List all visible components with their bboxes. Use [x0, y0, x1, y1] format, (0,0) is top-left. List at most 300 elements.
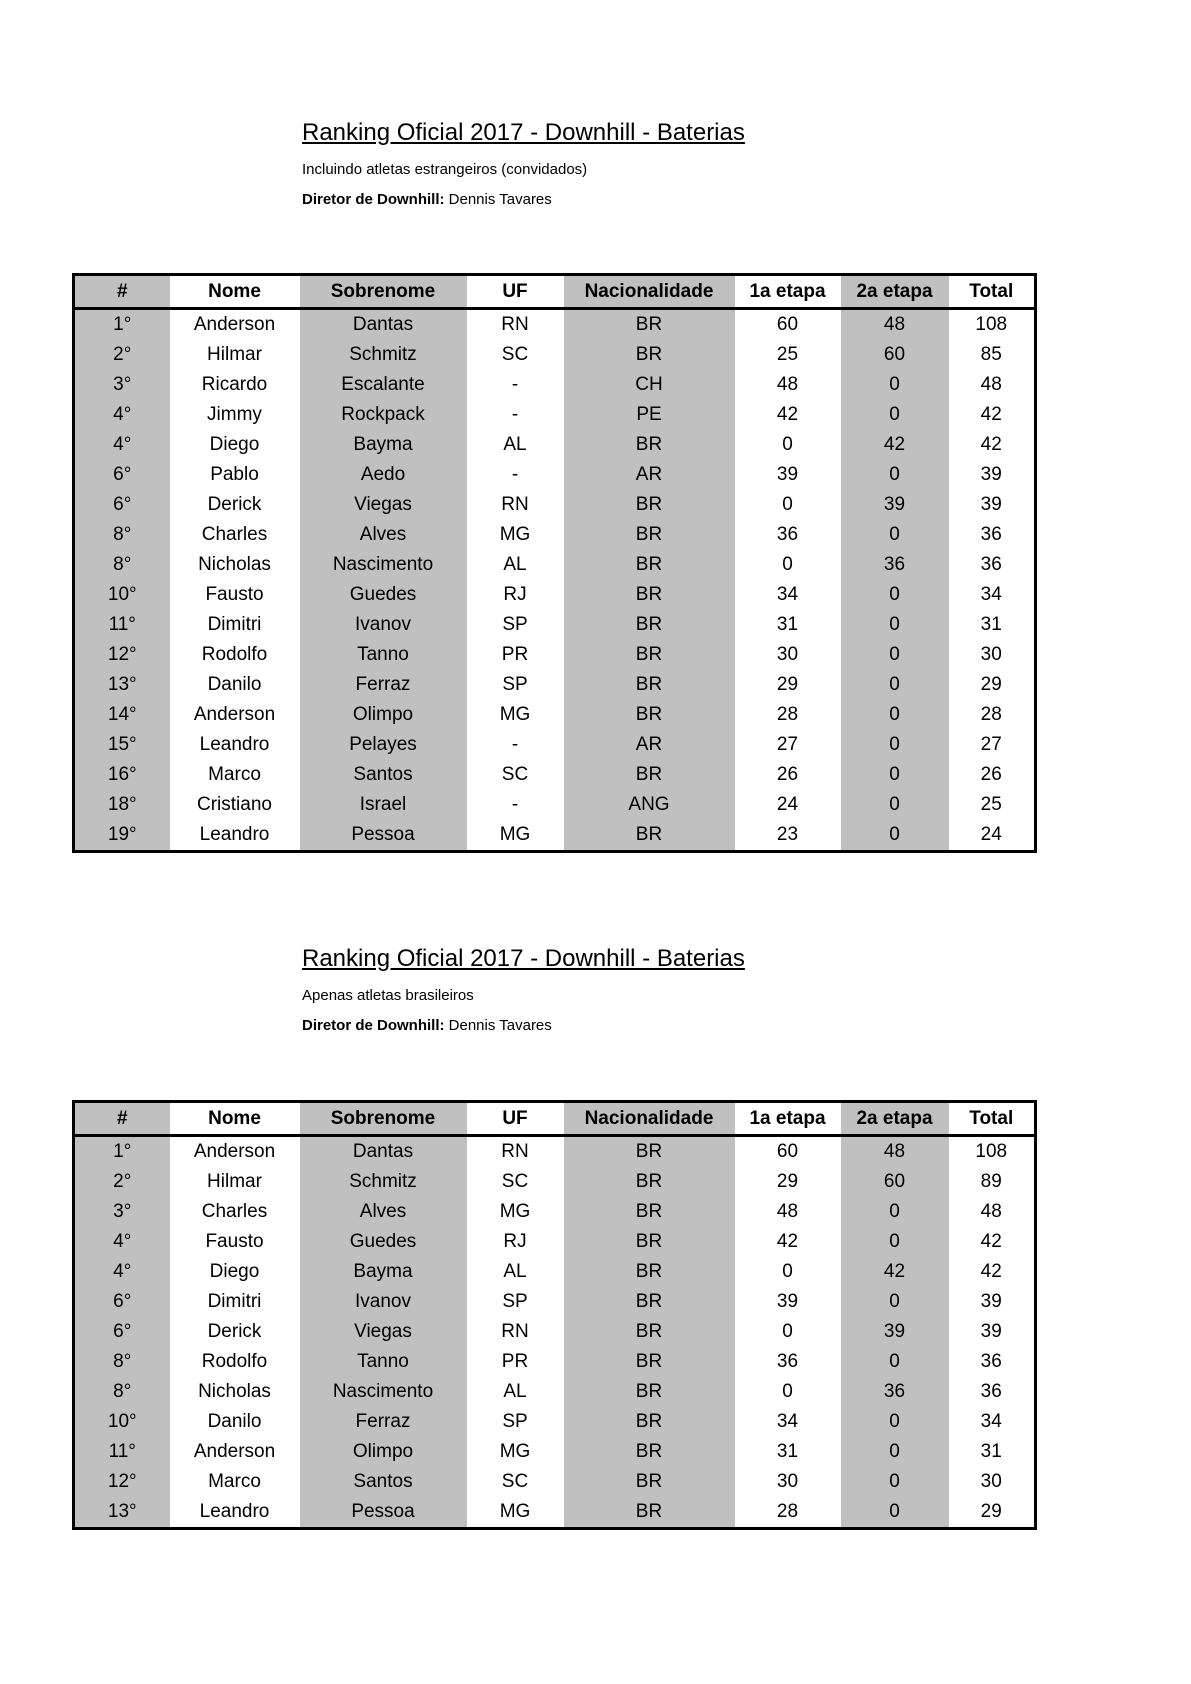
total-cell: 85: [980, 344, 1002, 365]
rank-cell: 4°: [74, 1257, 170, 1287]
total-cell: 39: [980, 464, 1002, 485]
stage1-cell: 39: [776, 1291, 799, 1312]
stage1-cell: 60: [776, 1141, 799, 1162]
last-name-cell: Santos: [300, 1467, 467, 1497]
first-name-cell: Anderson: [193, 1441, 276, 1462]
total-cell: 34: [980, 584, 1002, 605]
stage2-cell: 0: [841, 520, 949, 550]
last-name-cell: Pessoa: [300, 1497, 467, 1529]
director-line: [302, 1016, 552, 1036]
rank-cell: 10°: [74, 1407, 170, 1437]
total-cell: 30: [980, 1471, 1002, 1492]
total-cell: 36: [980, 554, 1002, 575]
stage1-cell: 48: [776, 1201, 799, 1222]
rank-cell: 6°: [74, 1287, 170, 1317]
nationality-cell: ANG: [564, 790, 735, 820]
state-cell: -: [511, 374, 519, 395]
nationality-cell: PE: [564, 400, 735, 430]
total-cell: 89: [980, 1171, 1002, 1192]
state-cell: SC: [501, 1171, 529, 1192]
stage2-cell: 0: [841, 580, 949, 610]
state-cell: SP: [502, 1291, 528, 1312]
total-cell: 29: [980, 1501, 1002, 1522]
first-name-cell: Anderson: [193, 704, 276, 725]
last-name-cell: Pessoa: [300, 820, 467, 852]
first-name-cell: Danilo: [207, 674, 262, 695]
column-header: 1a etapa: [749, 280, 826, 302]
rank-cell: 12°: [74, 1467, 170, 1497]
rank-cell: 6°: [74, 460, 170, 490]
table-row: [74, 700, 1036, 730]
state-cell: AL: [503, 434, 527, 455]
first-name-cell: Dimitri: [207, 1291, 262, 1312]
stage1-cell: 28: [776, 1501, 799, 1522]
last-name-cell: Pelayes: [300, 730, 467, 760]
table-row: [74, 1467, 1036, 1497]
table-row: [74, 1497, 1036, 1529]
table-row: [74, 610, 1036, 640]
last-name-cell: Olimpo: [300, 700, 467, 730]
nationality-cell: BR: [564, 1377, 735, 1407]
column-header: #: [74, 275, 170, 309]
stage1-cell: 24: [776, 794, 799, 815]
state-cell: MG: [499, 1201, 531, 1222]
rank-cell: 19°: [74, 820, 170, 852]
nationality-cell: BR: [564, 610, 735, 640]
director-line: [302, 190, 552, 210]
last-name-cell: Alves: [300, 1197, 467, 1227]
last-name-cell: Alves: [300, 520, 467, 550]
nationality-cell: BR: [564, 580, 735, 610]
stage1-cell: 31: [776, 1441, 799, 1462]
director-name: Dennis Tavares: [444, 191, 552, 208]
stage1-cell: 0: [782, 1261, 793, 1282]
total-cell: 36: [980, 524, 1002, 545]
header-row: [74, 275, 1036, 309]
last-name-cell: Ferraz: [300, 1407, 467, 1437]
state-cell: MG: [499, 1441, 531, 1462]
rank-cell: 8°: [74, 520, 170, 550]
first-name-cell: Leandro: [199, 824, 270, 845]
state-cell: SC: [501, 764, 529, 785]
nationality-cell: BR: [564, 820, 735, 852]
page-title: Ranking Oficial 2017 - Downhill - Baterias: [302, 945, 745, 972]
last-name-cell: Escalante: [300, 370, 467, 400]
total-cell: 36: [980, 1351, 1002, 1372]
table-row: [74, 520, 1036, 550]
nationality-cell: BR: [564, 640, 735, 670]
state-cell: RJ: [503, 584, 527, 605]
rank-cell: 4°: [74, 400, 170, 430]
state-cell: -: [511, 734, 519, 755]
last-name-cell: Aedo: [300, 460, 467, 490]
stage1-cell: 39: [776, 464, 799, 485]
stage2-cell: 0: [841, 700, 949, 730]
rank-cell: 11°: [74, 1437, 170, 1467]
table-row: [74, 670, 1036, 700]
stage2-cell: 42: [841, 430, 949, 460]
last-name-cell: Guedes: [300, 1227, 467, 1257]
table-row: [74, 580, 1036, 610]
rank-cell: 2°: [74, 1167, 170, 1197]
nationality-cell: BR: [564, 760, 735, 790]
first-name-cell: Marco: [208, 764, 261, 785]
table-row: [74, 430, 1036, 460]
last-name-cell: Viegas: [300, 490, 467, 520]
stage1-cell: 0: [782, 1321, 793, 1342]
nationality-cell: BR: [564, 1287, 735, 1317]
stage1-cell: 23: [776, 824, 799, 845]
state-cell: RN: [501, 314, 529, 335]
rank-cell: 6°: [74, 490, 170, 520]
total-cell: 39: [980, 494, 1002, 515]
stage2-cell: 48: [841, 1136, 949, 1168]
column-header: Nacionalidade: [564, 1102, 735, 1136]
stage1-cell: 42: [776, 1231, 799, 1252]
subtitle: Incluindo atletas estrangeiros (convidados): [302, 161, 588, 178]
stage2-cell: 60: [841, 340, 949, 370]
column-header: Total: [969, 1107, 1014, 1129]
total-cell: 31: [980, 1441, 1002, 1462]
stage1-cell: 34: [776, 584, 799, 605]
stage2-cell: 36: [841, 550, 949, 580]
stage2-cell: 0: [841, 790, 949, 820]
stage2-cell: 60: [841, 1167, 949, 1197]
stage2-cell: 0: [841, 1407, 949, 1437]
stage1-cell: 42: [776, 404, 799, 425]
stage1-cell: 36: [776, 524, 799, 545]
column-header: Nome: [208, 280, 261, 302]
first-name-cell: Hilmar: [207, 344, 262, 365]
nationality-cell: BR: [564, 1257, 735, 1287]
nationality-cell: BR: [564, 1497, 735, 1529]
rank-cell: 8°: [74, 550, 170, 580]
first-name-cell: Diego: [209, 434, 260, 455]
stage1-cell: 30: [776, 1471, 799, 1492]
nationality-cell: BR: [564, 1136, 735, 1168]
nationality-cell: BR: [564, 520, 735, 550]
rank-cell: 8°: [74, 1377, 170, 1407]
table-row: [74, 1167, 1036, 1197]
last-name-cell: Bayma: [300, 430, 467, 460]
total-cell: 48: [980, 374, 1002, 395]
column-header: #: [74, 1102, 170, 1136]
stage2-cell: 0: [841, 400, 949, 430]
column-header: UF: [502, 1107, 528, 1129]
last-name-cell: Ferraz: [300, 670, 467, 700]
stage1-cell: 31: [776, 614, 799, 635]
column-header: Nacionalidade: [564, 275, 735, 309]
table-row: [74, 1287, 1036, 1317]
nationality-cell: BR: [564, 430, 735, 460]
first-name-cell: Marco: [208, 1471, 261, 1492]
total-cell: 39: [980, 1291, 1002, 1312]
first-name-cell: Nicholas: [198, 1381, 271, 1402]
stage1-cell: 29: [776, 1171, 799, 1192]
rank-cell: 12°: [74, 640, 170, 670]
total-cell: 39: [980, 1321, 1002, 1342]
rank-cell: 1°: [74, 309, 170, 341]
state-cell: PR: [501, 644, 529, 665]
table-row: [74, 1437, 1036, 1467]
ranking-table: [72, 273, 1037, 853]
stage1-cell: 48: [776, 374, 799, 395]
nationality-cell: BR: [564, 1317, 735, 1347]
column-header: Sobrenome: [300, 275, 467, 309]
last-name-cell: Schmitz: [300, 1167, 467, 1197]
stage1-cell: 0: [782, 554, 793, 575]
nationality-cell: BR: [564, 1167, 735, 1197]
rank-cell: 18°: [74, 790, 170, 820]
first-name-cell: Leandro: [199, 1501, 270, 1522]
last-name-cell: Schmitz: [300, 340, 467, 370]
stage2-cell: 36: [841, 1377, 949, 1407]
state-cell: RJ: [503, 1231, 527, 1252]
state-cell: MG: [499, 1501, 531, 1522]
stage1-cell: 29: [776, 674, 799, 695]
stage2-cell: 0: [841, 1467, 949, 1497]
table-row: [74, 550, 1036, 580]
first-name-cell: Charles: [201, 1201, 268, 1222]
first-name-cell: Cristiano: [197, 794, 272, 815]
first-name-cell: Nicholas: [198, 554, 271, 575]
first-name-cell: Danilo: [207, 1411, 262, 1432]
state-cell: AL: [503, 554, 527, 575]
first-name-cell: Charles: [201, 524, 268, 545]
state-cell: RN: [501, 1141, 529, 1162]
stage2-cell: 0: [841, 610, 949, 640]
table-row: [74, 1257, 1036, 1287]
state-cell: -: [511, 464, 519, 485]
last-name-cell: Ivanov: [300, 610, 467, 640]
rank-cell: 13°: [74, 1497, 170, 1529]
last-name-cell: Tanno: [300, 640, 467, 670]
last-name-cell: Santos: [300, 760, 467, 790]
state-cell: SC: [501, 1471, 529, 1492]
total-cell: 42: [980, 404, 1002, 425]
stage1-cell: 30: [776, 644, 799, 665]
stage1-cell: 60: [776, 314, 799, 335]
state-cell: SC: [501, 344, 529, 365]
table-row: [74, 1347, 1036, 1377]
nationality-cell: AR: [564, 460, 735, 490]
table-row: [74, 1317, 1036, 1347]
first-name-cell: Anderson: [193, 1141, 276, 1162]
stage2-cell: 0: [841, 1497, 949, 1529]
nationality-cell: BR: [564, 1407, 735, 1437]
first-name-cell: Diego: [209, 1261, 260, 1282]
state-cell: -: [511, 794, 519, 815]
table-row: [74, 1227, 1036, 1257]
stage1-cell: 0: [782, 434, 793, 455]
state-cell: MG: [499, 524, 531, 545]
stage2-cell: 39: [841, 490, 949, 520]
table-row: [74, 1197, 1036, 1227]
table-row: [74, 370, 1036, 400]
table-row: [74, 490, 1036, 520]
first-name-cell: Fausto: [205, 584, 264, 605]
table-row: [74, 460, 1036, 490]
rank-cell: 4°: [74, 430, 170, 460]
stage2-cell: 0: [841, 1227, 949, 1257]
stage1-cell: 25: [776, 344, 799, 365]
director-label: Diretor de Downhill:: [302, 1017, 445, 1034]
stage2-cell: 0: [841, 730, 949, 760]
state-cell: PR: [501, 1351, 529, 1372]
director-label: Diretor de Downhill:: [302, 191, 445, 208]
total-cell: 108: [975, 314, 1008, 335]
page-title: Ranking Oficial 2017 - Downhill - Baterias: [302, 119, 745, 146]
last-name-cell: Ivanov: [300, 1287, 467, 1317]
column-header: 2a etapa: [841, 1102, 949, 1136]
total-cell: 30: [980, 644, 1002, 665]
nationality-cell: BR: [564, 550, 735, 580]
rank-cell: 2°: [74, 340, 170, 370]
stage1-cell: 27: [776, 734, 799, 755]
stage2-cell: 0: [841, 670, 949, 700]
stage2-cell: 0: [841, 820, 949, 852]
last-name-cell: Viegas: [300, 1317, 467, 1347]
column-header: 2a etapa: [841, 275, 949, 309]
stage2-cell: 0: [841, 760, 949, 790]
state-cell: -: [511, 404, 519, 425]
first-name-cell: Jimmy: [207, 404, 262, 425]
last-name-cell: Tanno: [300, 1347, 467, 1377]
column-header: Sobrenome: [300, 1102, 467, 1136]
total-cell: 24: [980, 824, 1002, 845]
first-name-cell: Dimitri: [207, 614, 262, 635]
rank-cell: 3°: [74, 1197, 170, 1227]
column-header: Total: [969, 280, 1014, 302]
nationality-cell: BR: [564, 1467, 735, 1497]
first-name-cell: Hilmar: [207, 1171, 262, 1192]
column-header: Nome: [208, 1107, 261, 1129]
last-name-cell: Nascimento: [300, 1377, 467, 1407]
first-name-cell: Fausto: [205, 1231, 264, 1252]
total-cell: 42: [980, 1231, 1002, 1252]
nationality-cell: BR: [564, 340, 735, 370]
ranking-table: [72, 1100, 1037, 1530]
first-name-cell: Rodolfo: [201, 1351, 268, 1372]
rank-cell: 15°: [74, 730, 170, 760]
stage1-cell: 0: [782, 494, 793, 515]
stage1-cell: 34: [776, 1411, 799, 1432]
table-row: [74, 640, 1036, 670]
column-header: 1a etapa: [749, 1107, 826, 1129]
rank-cell: 10°: [74, 580, 170, 610]
table-row: [74, 400, 1036, 430]
last-name-cell: Guedes: [300, 580, 467, 610]
stage1-cell: 28: [776, 704, 799, 725]
last-name-cell: Olimpo: [300, 1437, 467, 1467]
table-row: [74, 730, 1036, 760]
first-name-cell: Ricardo: [201, 374, 268, 395]
rank-cell: 8°: [74, 1347, 170, 1377]
state-cell: SP: [502, 674, 528, 695]
stage1-cell: 26: [776, 764, 799, 785]
stage2-cell: 0: [841, 1347, 949, 1377]
rank-cell: 3°: [74, 370, 170, 400]
stage2-cell: 0: [841, 1197, 949, 1227]
first-name-cell: Leandro: [199, 734, 270, 755]
state-cell: RN: [501, 494, 529, 515]
rank-cell: 4°: [74, 1227, 170, 1257]
total-cell: 42: [980, 434, 1002, 455]
stage2-cell: 0: [841, 370, 949, 400]
last-name-cell: Dantas: [300, 309, 467, 341]
stage2-cell: 0: [841, 1287, 949, 1317]
table-row: [74, 1136, 1036, 1168]
table-row: [74, 760, 1036, 790]
rank-cell: 13°: [74, 670, 170, 700]
last-name-cell: Israel: [300, 790, 467, 820]
header-row: [74, 1102, 1036, 1136]
rank-cell: 14°: [74, 700, 170, 730]
total-cell: 29: [980, 674, 1002, 695]
total-cell: 34: [980, 1411, 1002, 1432]
rank-cell: 11°: [74, 610, 170, 640]
first-name-cell: Pablo: [210, 464, 259, 485]
stage2-cell: 42: [841, 1257, 949, 1287]
state-cell: MG: [499, 704, 531, 725]
column-header: UF: [502, 280, 528, 302]
state-cell: AL: [503, 1261, 527, 1282]
last-name-cell: Bayma: [300, 1257, 467, 1287]
rank-cell: 1°: [74, 1136, 170, 1168]
stage1-cell: 0: [782, 1381, 793, 1402]
total-cell: 26: [980, 764, 1002, 785]
total-cell: 108: [975, 1141, 1008, 1162]
rank-cell: 6°: [74, 1317, 170, 1347]
nationality-cell: BR: [564, 1437, 735, 1467]
state-cell: AL: [503, 1381, 527, 1402]
nationality-cell: BR: [564, 700, 735, 730]
stage2-cell: 0: [841, 460, 949, 490]
table-row: [74, 1377, 1036, 1407]
total-cell: 28: [980, 704, 1002, 725]
total-cell: 25: [980, 794, 1002, 815]
subtitle: Apenas atletas brasileiros: [302, 987, 474, 1004]
total-cell: 27: [980, 734, 1002, 755]
total-cell: 48: [980, 1201, 1002, 1222]
nationality-cell: BR: [564, 309, 735, 341]
nationality-cell: BR: [564, 670, 735, 700]
nationality-cell: CH: [564, 370, 735, 400]
rank-cell: 16°: [74, 760, 170, 790]
total-cell: 36: [980, 1381, 1002, 1402]
state-cell: RN: [501, 1321, 529, 1342]
last-name-cell: Rockpack: [300, 400, 467, 430]
table-row: [74, 309, 1036, 341]
total-cell: 42: [980, 1261, 1002, 1282]
stage2-cell: 39: [841, 1317, 949, 1347]
last-name-cell: Dantas: [300, 1136, 467, 1168]
total-cell: 31: [980, 614, 1002, 635]
nationality-cell: BR: [564, 1197, 735, 1227]
first-name-cell: Derick: [207, 494, 262, 515]
nationality-cell: BR: [564, 1227, 735, 1257]
director-name: Dennis Tavares: [444, 1017, 552, 1034]
nationality-cell: AR: [564, 730, 735, 760]
first-name-cell: Derick: [207, 1321, 262, 1342]
nationality-cell: BR: [564, 1347, 735, 1377]
first-name-cell: Rodolfo: [201, 644, 268, 665]
table-row: [74, 340, 1036, 370]
state-cell: MG: [499, 824, 531, 845]
stage2-cell: 48: [841, 309, 949, 341]
first-name-cell: Anderson: [193, 314, 276, 335]
table-row: [74, 820, 1036, 852]
